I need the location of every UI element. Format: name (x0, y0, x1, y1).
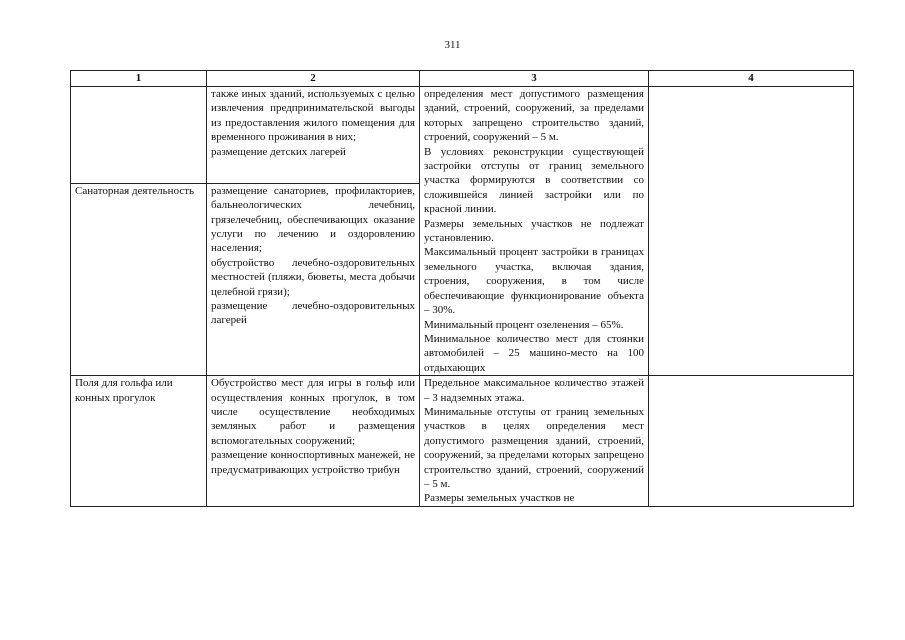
use-description-cell (207, 87, 420, 184)
column-header: 1 (71, 71, 207, 87)
parameters-cell (420, 87, 649, 376)
parameter-paragraph: определения мест допустимого размещения зданий, строений, сооружений, за пределами которых запрещено строительство зданий, строений, сооружений – 5 м. (424, 88, 644, 144)
column-header: 3 (420, 71, 649, 87)
parameters-cell (420, 376, 649, 507)
description-paragraph: размещение лечебно-оздоровительных лагерей (211, 300, 415, 327)
parameter-paragraph: Размеры земельных участков не подлежат установлению. (424, 217, 644, 245)
regulations-table (70, 70, 854, 507)
description-paragraph: обустройство лечебно-оздоровительных местностей (пляжи, бюветы, места добычи целебной грязи); (211, 256, 415, 298)
use-type-cell (71, 376, 207, 507)
parameter-paragraph: Максимальный процент застройки в границах земельного участка, включая здания, строения, сооружения, в том числе обеспечивающие функционирование объекта – 30%. (424, 246, 644, 317)
description-paragraph: Обустройство мест для игры в гольф или осуществления конных прогулок, в том числе осуществление необходимых земляных работ и размещения вспомогательных сооружений; (211, 377, 415, 447)
parameter-paragraph: Минимальный процент озеленения – 65%. (424, 318, 624, 331)
restrictions-cell (649, 87, 854, 376)
description-paragraph: размещение конноспортивных манежей, не предусматривающих устройство трибун (211, 449, 415, 476)
parameter-paragraph: Размеры земельных участков не (424, 492, 575, 505)
description-paragraph: размещение детских лагерей (211, 145, 346, 158)
parameter-paragraph: Предельное максимальное количество этажей – 3 надземных этажа. (424, 377, 644, 404)
description-paragraph: также иных зданий, используемых с целью извлечения предпринимательской выгоды из предоставления жилого помещения для временного проживания в них; (211, 88, 415, 144)
description-paragraph: размещение санаториев, профилакториев, бальнеологических лечебниц, грязелечебниц, обеспечивающих оказание услуги по лечению и оздоровлению населения; (211, 184, 415, 255)
table-header-row (71, 71, 854, 87)
use-description-cell (207, 183, 420, 375)
use-description-cell (207, 376, 420, 507)
use-type-label: Санаторная деятельность (75, 184, 195, 197)
table-row (71, 87, 854, 184)
column-header: 2 (207, 71, 420, 87)
parameter-paragraph: Минимальные отступы от границ земельных участков в целях определения мест допустимого размещения зданий, строений, сооружений, за пределами которых запрещено строительство зданий, строений, сооружений – 5 м. (424, 405, 644, 490)
table-row (71, 376, 854, 507)
column-header: 4 (649, 71, 854, 87)
use-type-cell (71, 183, 207, 375)
restrictions-cell (649, 376, 854, 507)
use-type-cell (71, 87, 207, 184)
page-number: 311 (444, 39, 461, 51)
use-type-label: Поля для гольфа или конных прогулок (75, 377, 173, 404)
parameter-paragraph: В условиях реконструкции существующей застройки отступы от границ земельного участка формируются в соответствии со сложившейся линией застройки или по красной линии. (424, 145, 644, 216)
parameter-paragraph: Минимальное количество мест для стоянки автомобилей – 25 машино-место на 100 отдыхающих (424, 332, 644, 374)
